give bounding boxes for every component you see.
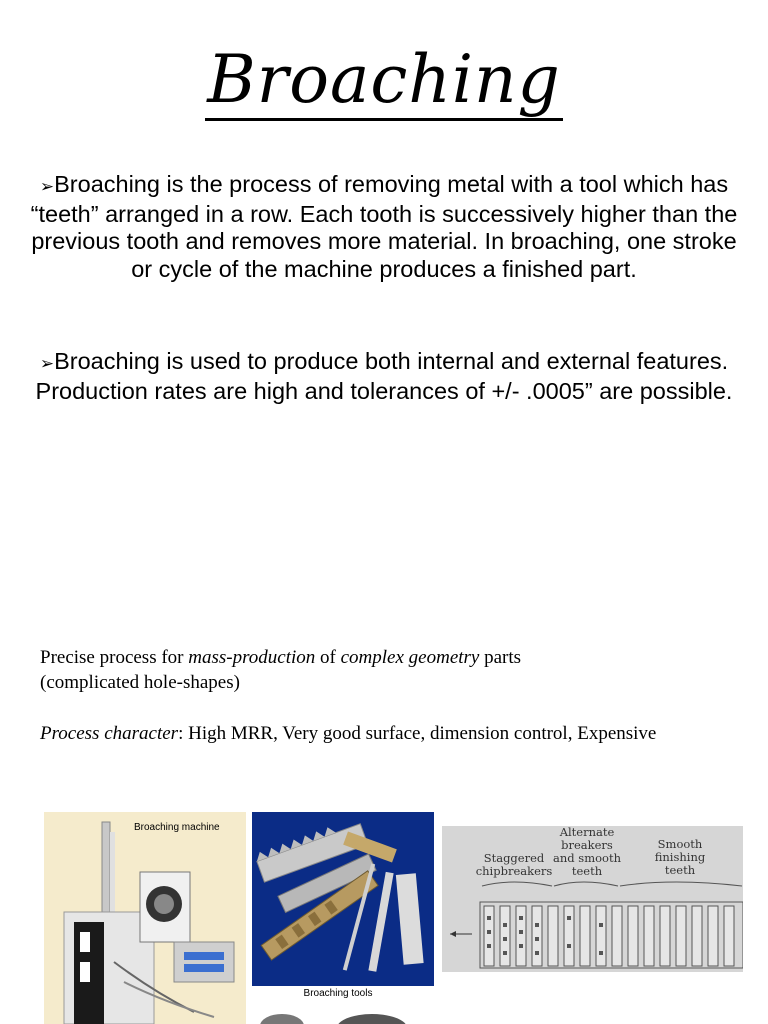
title-text: Broaching <box>205 41 562 121</box>
summary-text: Precise process for <box>40 647 189 668</box>
summary-text: parts <box>479 647 522 668</box>
bullet-arrow-icon: ➢ <box>39 177 55 196</box>
summary-text: of <box>315 647 341 668</box>
broaching-machine-image <box>44 812 246 1024</box>
summary-emphasis: complex geometry <box>340 647 480 668</box>
teeth-profile <box>442 826 743 972</box>
cropped-photo-shapes <box>252 1004 432 1024</box>
cropped-photo <box>252 1004 432 1024</box>
broaching-tools-image <box>252 812 434 986</box>
diagram-label-smooth: Smooth finishing teeth <box>654 837 706 877</box>
summary-paragraph <box>40 645 750 695</box>
bullet-arrow-icon: ➢ <box>39 354 55 373</box>
process-character-text: : High MRR, Very good surface, dimension control, Expensive <box>178 723 657 744</box>
page-title <box>0 40 768 120</box>
tools-caption: Broaching tools <box>303 988 373 999</box>
summary-text: (complicated hole-shapes) <box>40 672 240 693</box>
bullet-paragraph-1 <box>24 171 744 283</box>
broach-teeth-diagram <box>442 826 743 972</box>
diagram-label-alternate: Alternate breakers and smooth teeth <box>553 826 621 878</box>
process-character-label: Process character <box>40 723 179 744</box>
bullet-paragraph-2 <box>24 348 744 405</box>
machine-illustration <box>44 812 246 1024</box>
summary-emphasis: mass-production <box>188 647 316 668</box>
machine-caption: Broaching machine <box>134 822 220 833</box>
process-character <box>40 721 750 746</box>
diagram-label-staggered: Staggered chipbreakers <box>475 851 553 878</box>
bullet-text-1: Broaching is the process of removing metal with a tool which has “teeth” arranged in a row. Each tooth is successively higher than the previous tooth and removes more material. In broaching, one stroke or cycle of the machine produces a finished part. <box>30 171 738 282</box>
bullet-text-2: Broaching is used to produce both internal and external features. Production rates are high and tolerances of +/- .0005” are possible. <box>35 348 733 404</box>
tools-illustration <box>252 812 434 986</box>
